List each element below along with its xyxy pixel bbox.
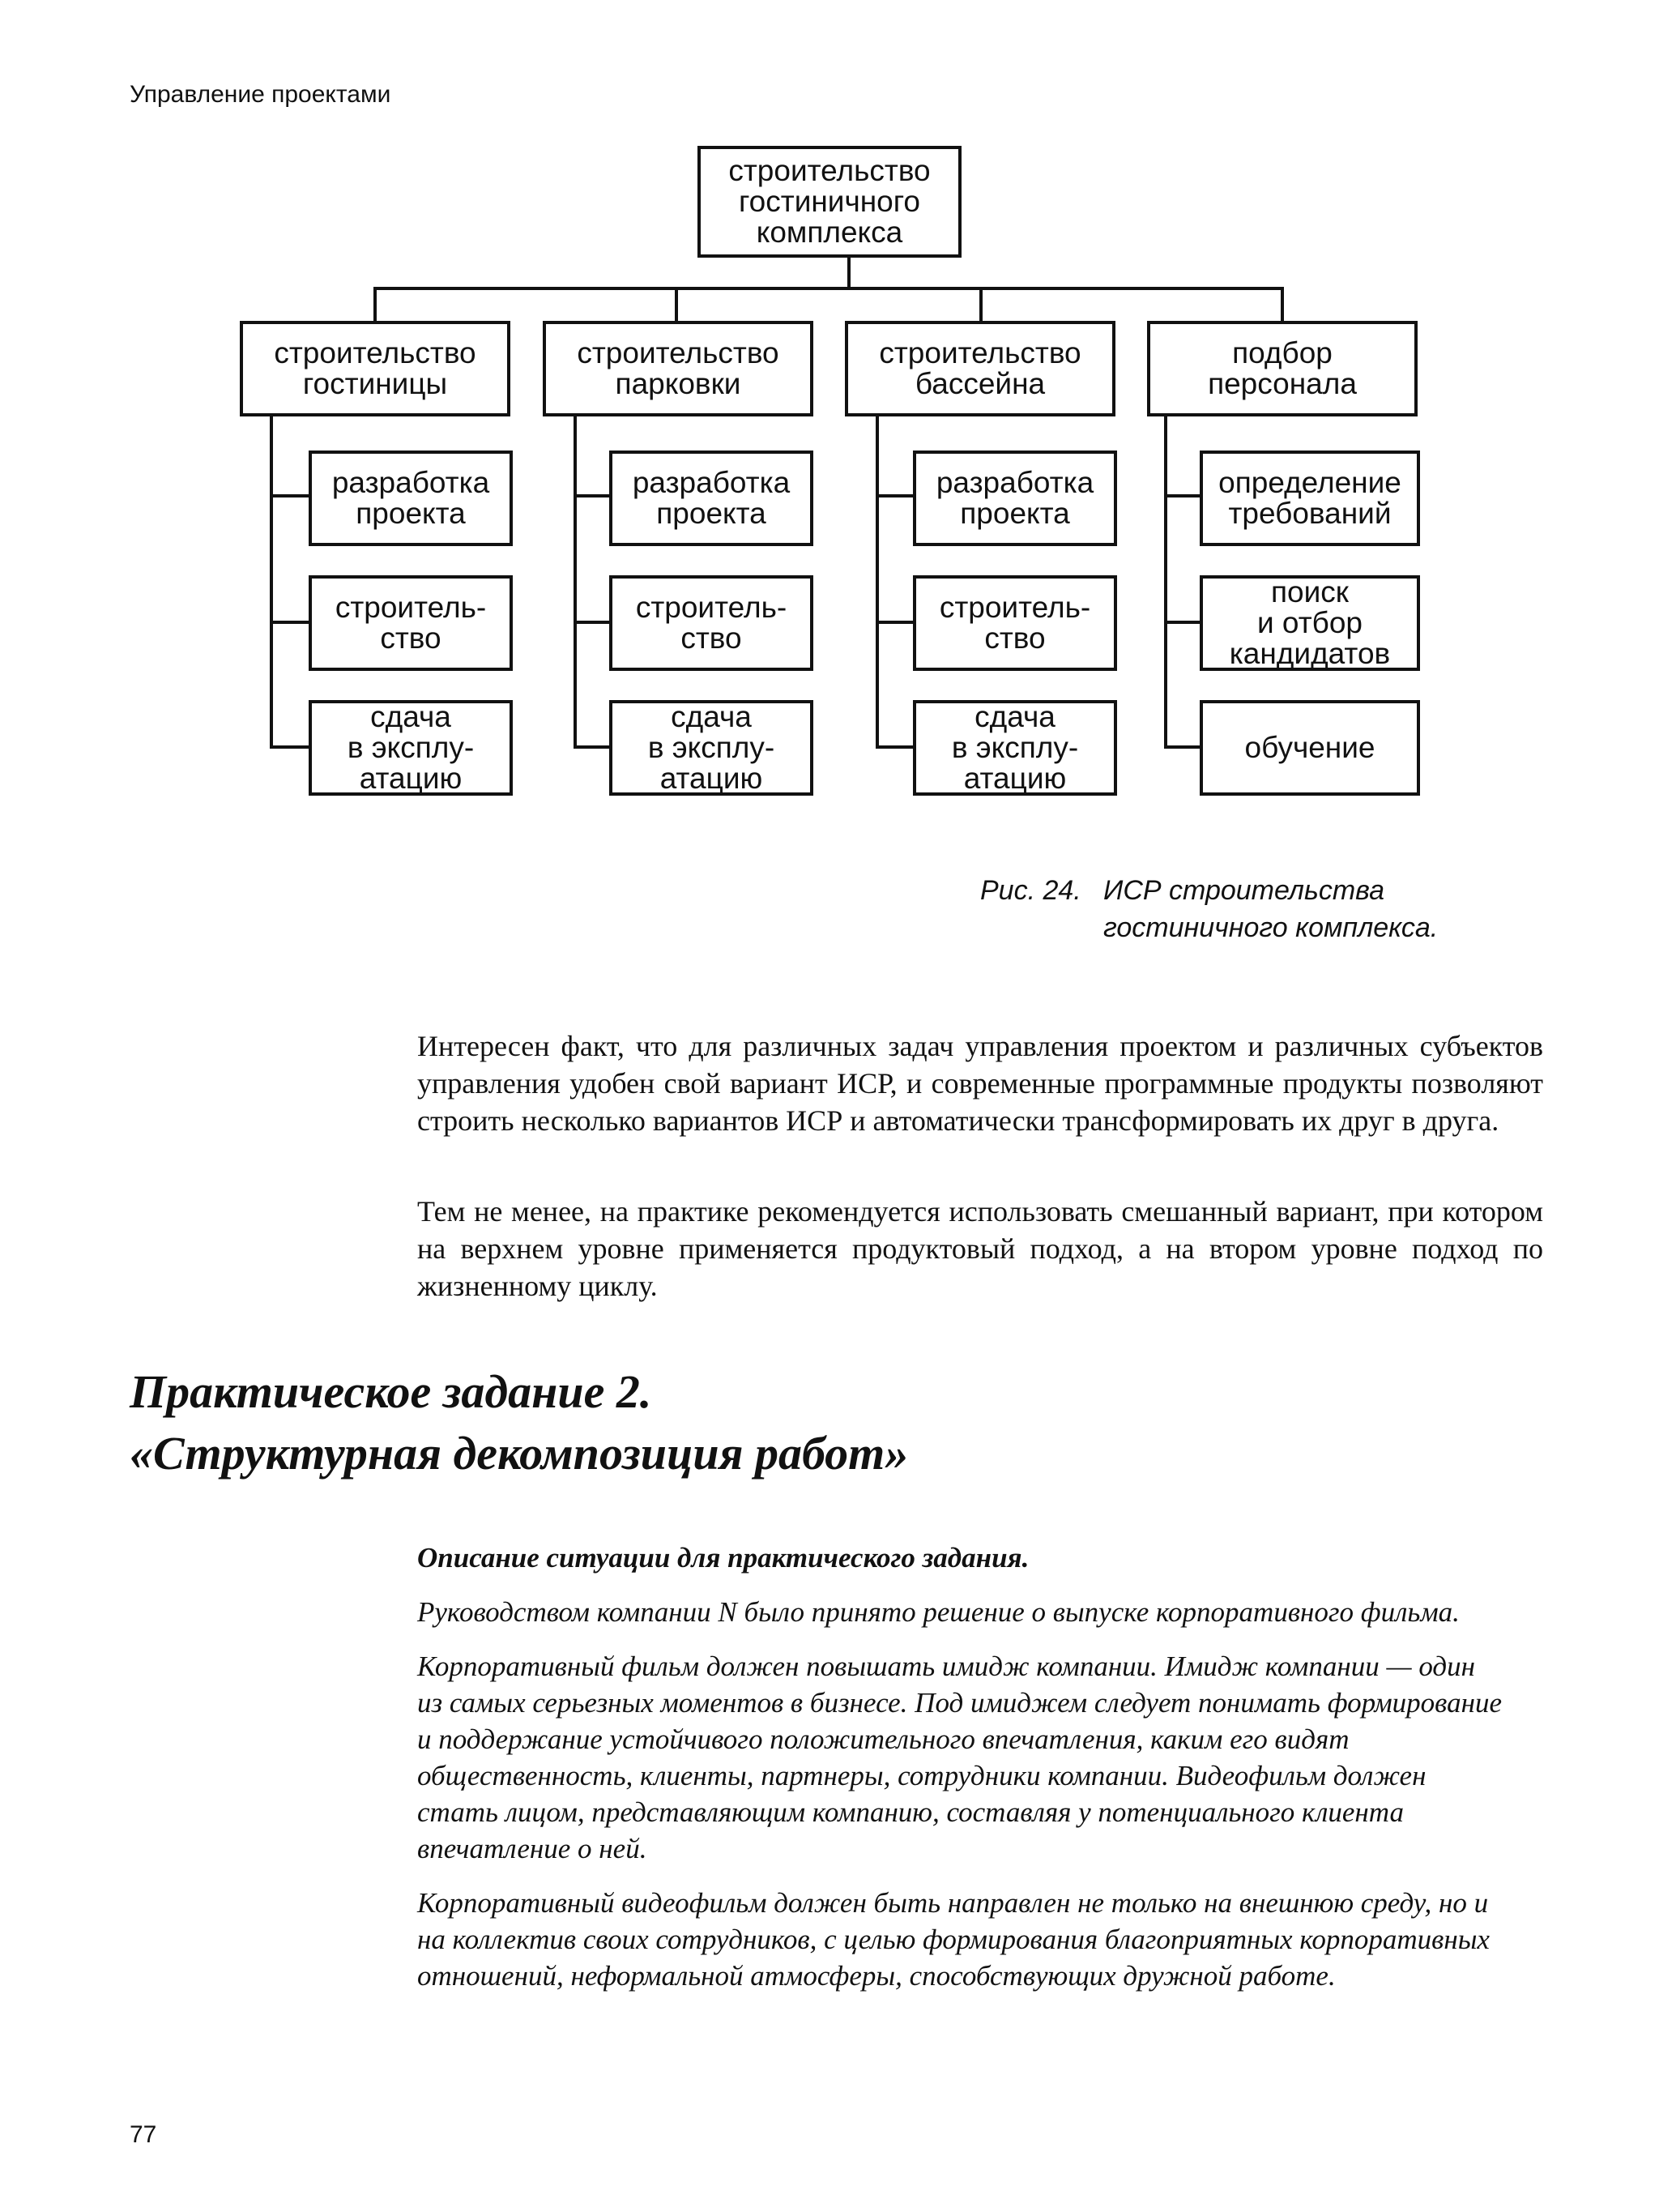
section-title-line2: «Структурная декомпозиция работ»: [130, 1427, 909, 1480]
section-title: [130, 1361, 908, 1484]
task-paragraph: Корпоративный фильм должен повышать имидж компании. Имидж компании — один из самых серьезных моментов в бизнесе. Под имиджем следует понимать формирование и поддержание устойчивого положительного впечатления, каким его видят общественность, клиенты, партнеры, сотрудники компании. Видеофильм должен стать лицом, представляющим компанию, составляя у потенциального клиента впечатление о ней.: [417, 1650, 1503, 1864]
wbs-node-pool-construction: строитель- ство: [913, 575, 1117, 671]
running-header: Управление проектами: [130, 81, 391, 108]
figure-caption-line1: ИСР строительства: [1103, 875, 1385, 906]
wbs-node-hotel: строительство гостиницы: [240, 321, 510, 416]
task-paragraph: Руководством компании N было принято решение о выпуске корпоративного фильма.: [417, 1596, 1460, 1628]
figure-caption-line2: гостиничного комплекса.: [1103, 912, 1439, 943]
body-paragraph-2: [417, 1193, 1543, 1305]
body-text: Тем не менее, на практике рекомендуется использовать смешанный вариант, при котором на верхнем уровне применяется продуктовый подход, а на втором уровне подход по жизненному циклу.: [417, 1195, 1543, 1302]
page-number: 77: [130, 2121, 157, 2148]
wbs-node-pool-commissioning: сдача в эксплу- атацию: [913, 700, 1117, 796]
wbs-node-parking-commissioning: сдача в эксплу- атацию: [609, 700, 813, 796]
body-paragraph-1: [417, 1027, 1543, 1139]
wbs-node-staffing: подбор персонала: [1147, 321, 1418, 416]
figure-caption: [980, 872, 1438, 946]
task-paragraph: Корпоративный видеофильм должен быть направлен не только на внешнюю среду, но и на коллектив своих сотрудников, с целью формирования благоприятных корпоративных отношений, неформальной атмосферы, способствующих дружной работе.: [417, 1887, 1490, 1992]
wbs-node-staffing-requirements: определение требований: [1200, 451, 1420, 546]
figure-number: Рис. 24.: [980, 875, 1081, 906]
wbs-node-parking: строительство парковки: [543, 321, 813, 416]
section-title-line1: Практическое задание 2.: [130, 1365, 652, 1418]
wbs-node-parking-construction: строитель- ство: [609, 575, 813, 671]
wbs-node-parking-design: разработка проекта: [609, 451, 813, 546]
wbs-node-staffing-search: поиск и отбор кандидатов: [1200, 575, 1420, 671]
wbs-node-pool: строительство бассейна: [845, 321, 1115, 416]
wbs-diagram: [0, 0, 1659, 810]
wbs-root-node: строительство гостиничного комплекса: [697, 146, 962, 258]
wbs-node-hotel-design: разработка проекта: [309, 451, 513, 546]
wbs-node-hotel-commissioning: сдача в эксплу- атацию: [309, 700, 513, 796]
wbs-node-pool-design: разработка проекта: [913, 451, 1117, 546]
task-lead: Описание ситуации для практического задания.: [417, 1542, 1030, 1574]
body-text: Интересен факт, что для различных задач управления проектом и различных субъектов управления удобен свой вариант ИСР, и современные программные продукты позволяют строить несколько вариантов ИСР и автоматически трансформировать их друг в друга.: [417, 1030, 1543, 1137]
wbs-node-hotel-construction: строитель- ство: [309, 575, 513, 671]
task-description: [417, 1539, 1503, 2012]
wbs-node-staffing-training: обучение: [1200, 700, 1420, 796]
